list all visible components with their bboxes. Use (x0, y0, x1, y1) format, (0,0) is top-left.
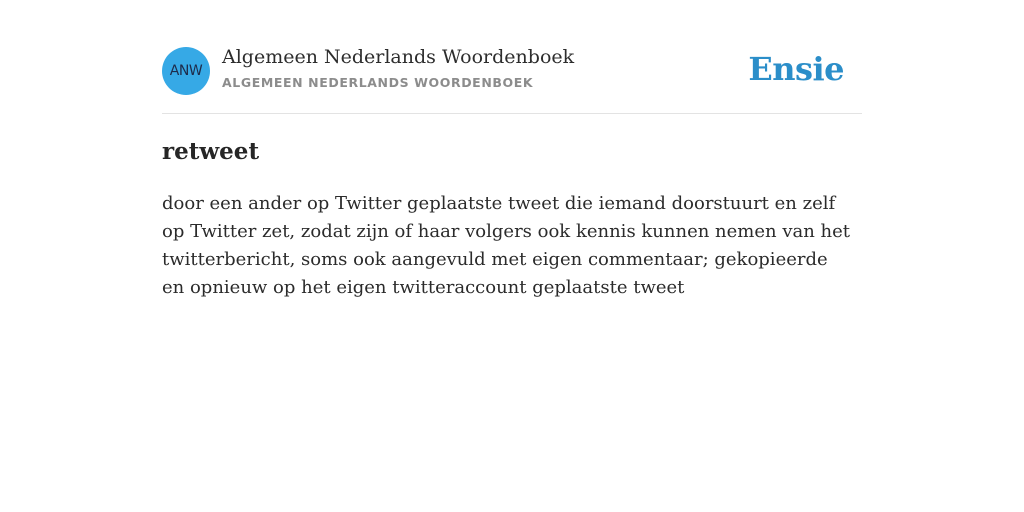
brand-logo[interactable]: Ensie (748, 50, 844, 88)
definition-text: door een ander op Twitter geplaatste tweet die iemand doorstuurt en zelf op Twitter zet, zodat zijn of haar volgers ook kennis kunnen nemen van het twitterbericht, soms ook aangevuld met eigen commentaar; gekopieerde en opnieuw op het eigen twitteraccount geplaatste tweet (162, 193, 851, 298)
entry-card (162, 0, 862, 298)
headword: retweet (162, 138, 260, 165)
source-logo[interactable] (162, 47, 210, 95)
source-subtitle: ALGEMEEN NEDERLANDS WOORDENBOEK (222, 75, 534, 90)
source-logo-text: ANW (169, 63, 203, 79)
source-header (162, 0, 862, 114)
source-title[interactable]: Algemeen Nederlands Woordenboek (222, 46, 575, 68)
